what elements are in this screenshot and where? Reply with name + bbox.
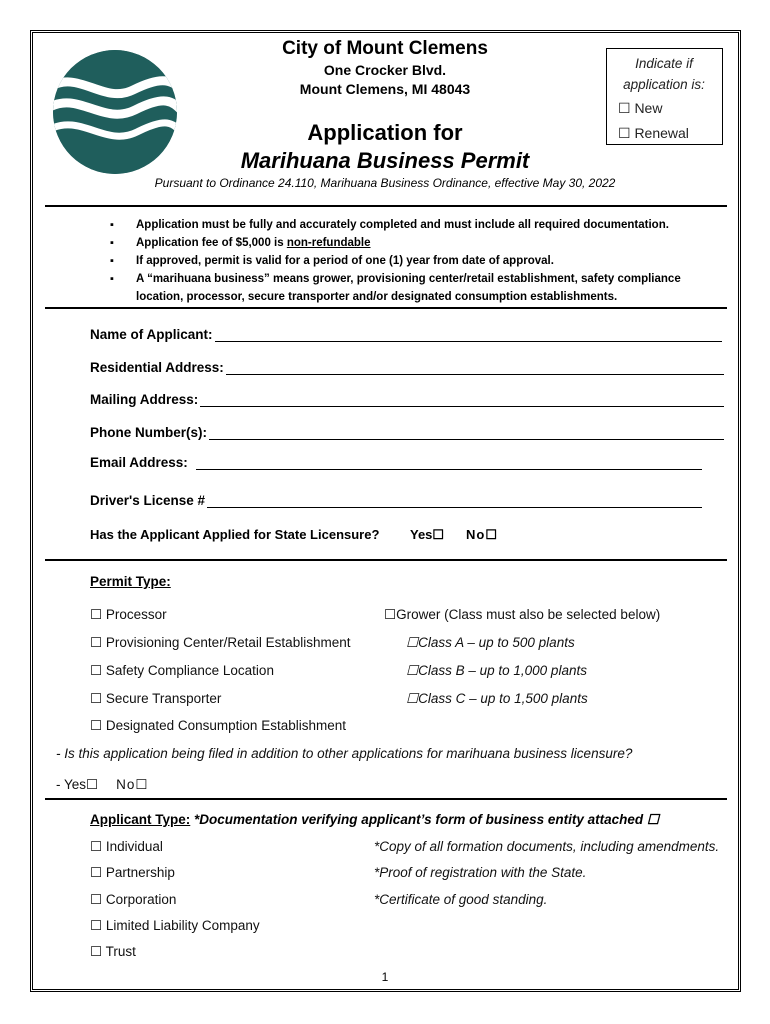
application-title: Application for — [307, 120, 463, 145]
renewal-checkbox[interactable]: ☐ Renewal — [618, 125, 689, 141]
ordinance-note: Pursuant to Ordinance 24.110, Marihuana Business Ordinance, effective May 30, 2022 — [154, 176, 616, 190]
requirements-list — [110, 216, 710, 306]
provisioning-center-checkbox[interactable]: ☐ Provisioning Center/Retail Establishment — [90, 635, 351, 650]
safety-compliance-checkbox[interactable]: ☐ Safety Compliance Location — [90, 663, 274, 678]
grower-checkbox[interactable]: ☐Grower (Class must also be selected below) — [384, 607, 661, 622]
other-applications-yes-checkbox[interactable]: - Yes☐ — [56, 777, 99, 792]
phone-label: Phone Number(s): — [90, 425, 208, 440]
drivers-license-label: Driver's License # — [90, 493, 206, 508]
applicant-type-label: Applicant Type: — [90, 812, 191, 827]
permit-type-heading: Permit Type: — [90, 574, 171, 589]
other-applications-answer — [56, 777, 149, 793]
divider — [45, 559, 727, 561]
residential-address-field — [90, 355, 724, 375]
divider — [45, 798, 727, 800]
drivers-license-input[interactable] — [207, 494, 702, 508]
llc-checkbox[interactable]: ☐ Limited Liability Company — [90, 918, 260, 933]
processor-checkbox[interactable]: ☐ Processor — [90, 607, 167, 622]
state-licensure-question: Has the Applicant Applied for State Licensure? — [90, 527, 380, 542]
list-item: ▪ A “marihuana business” means grower, provisioning center/retail establishment, safety compliance location, processor, secure transporter and/or designated consumption establishments. — [110, 270, 710, 306]
other-applications-no-checkbox[interactable]: No☐ — [116, 777, 149, 792]
mailing-address-field — [90, 387, 724, 407]
secure-transporter-checkbox[interactable]: ☐ Secure Transporter — [90, 691, 222, 706]
applicant-type-heading — [90, 812, 659, 828]
phone-input[interactable] — [209, 426, 724, 440]
documentation-attached-checkbox[interactable]: *Documentation verifying applicant’s form of business entity attached ☐ — [194, 812, 659, 827]
phone-field — [90, 420, 724, 440]
indicate-label-2: application is: — [623, 77, 705, 92]
name-field — [90, 322, 722, 342]
divider — [45, 307, 727, 309]
address-line-1: One Crocker Blvd. — [323, 62, 447, 78]
trust-checkbox[interactable]: ☐ Trust — [90, 944, 136, 959]
permit-title: Marihuana Business Permit — [240, 148, 530, 173]
state-licensure-yes-checkbox[interactable]: Yes☐ — [410, 527, 445, 542]
individual-checkbox[interactable]: ☐ Individual — [90, 839, 163, 854]
partnership-doc-note: *Proof of registration with the State. — [374, 865, 587, 880]
list-item: ▪ Application must be fully and accurately completed and must include all required documentation. — [110, 216, 710, 234]
partnership-checkbox[interactable]: ☐ Partnership — [90, 865, 175, 880]
corporation-checkbox[interactable]: ☐ Corporation — [90, 892, 177, 907]
non-refundable-text: non-refundable — [286, 237, 371, 249]
list-item: ▪ If approved, permit is valid for a period of one (1) year from date of approval. — [110, 252, 710, 270]
city-logo — [53, 50, 177, 174]
name-input[interactable] — [215, 328, 722, 342]
page-number: 1 — [381, 970, 389, 984]
waves-logo-icon — [53, 50, 177, 174]
individual-doc-note: *Copy of all formation documents, including amendments. — [374, 839, 720, 854]
email-label: Email Address: — [90, 455, 188, 470]
application-status-box — [606, 48, 723, 145]
name-label: Name of Applicant: — [90, 327, 213, 342]
mailing-address-label: Mailing Address: — [90, 392, 199, 407]
designated-consumption-checkbox[interactable]: ☐ Designated Consumption Establishment — [90, 718, 346, 733]
class-c-checkbox[interactable]: ☐Class C – up to 1,500 plants — [406, 691, 588, 706]
address-line-2: Mount Clemens, MI 48043 — [299, 81, 471, 97]
class-b-checkbox[interactable]: ☐Class B – up to 1,000 plants — [406, 663, 587, 678]
other-applications-question: - Is this application being filed in addition to other applications for marihuana business licensure? — [56, 746, 633, 761]
class-a-checkbox[interactable]: ☐Class A – up to 500 plants — [406, 635, 575, 650]
indicate-label: Indicate if — [635, 56, 693, 71]
email-field — [90, 450, 702, 470]
corporation-doc-note: *Certificate of good standing. — [374, 892, 548, 907]
residential-address-input[interactable] — [226, 361, 724, 375]
drivers-license-field — [90, 488, 702, 508]
list-item: ▪ Application fee of $5,000 is non-refundable — [110, 234, 710, 252]
city-title: City of Mount Clemens — [282, 38, 488, 59]
email-input[interactable] — [196, 456, 702, 470]
residential-address-label: Residential Address: — [90, 360, 224, 375]
divider — [45, 205, 727, 207]
mailing-address-input[interactable] — [200, 393, 724, 407]
new-checkbox[interactable]: ☐ New — [618, 100, 663, 116]
state-licensure-no-checkbox[interactable]: No☐ — [466, 527, 498, 542]
